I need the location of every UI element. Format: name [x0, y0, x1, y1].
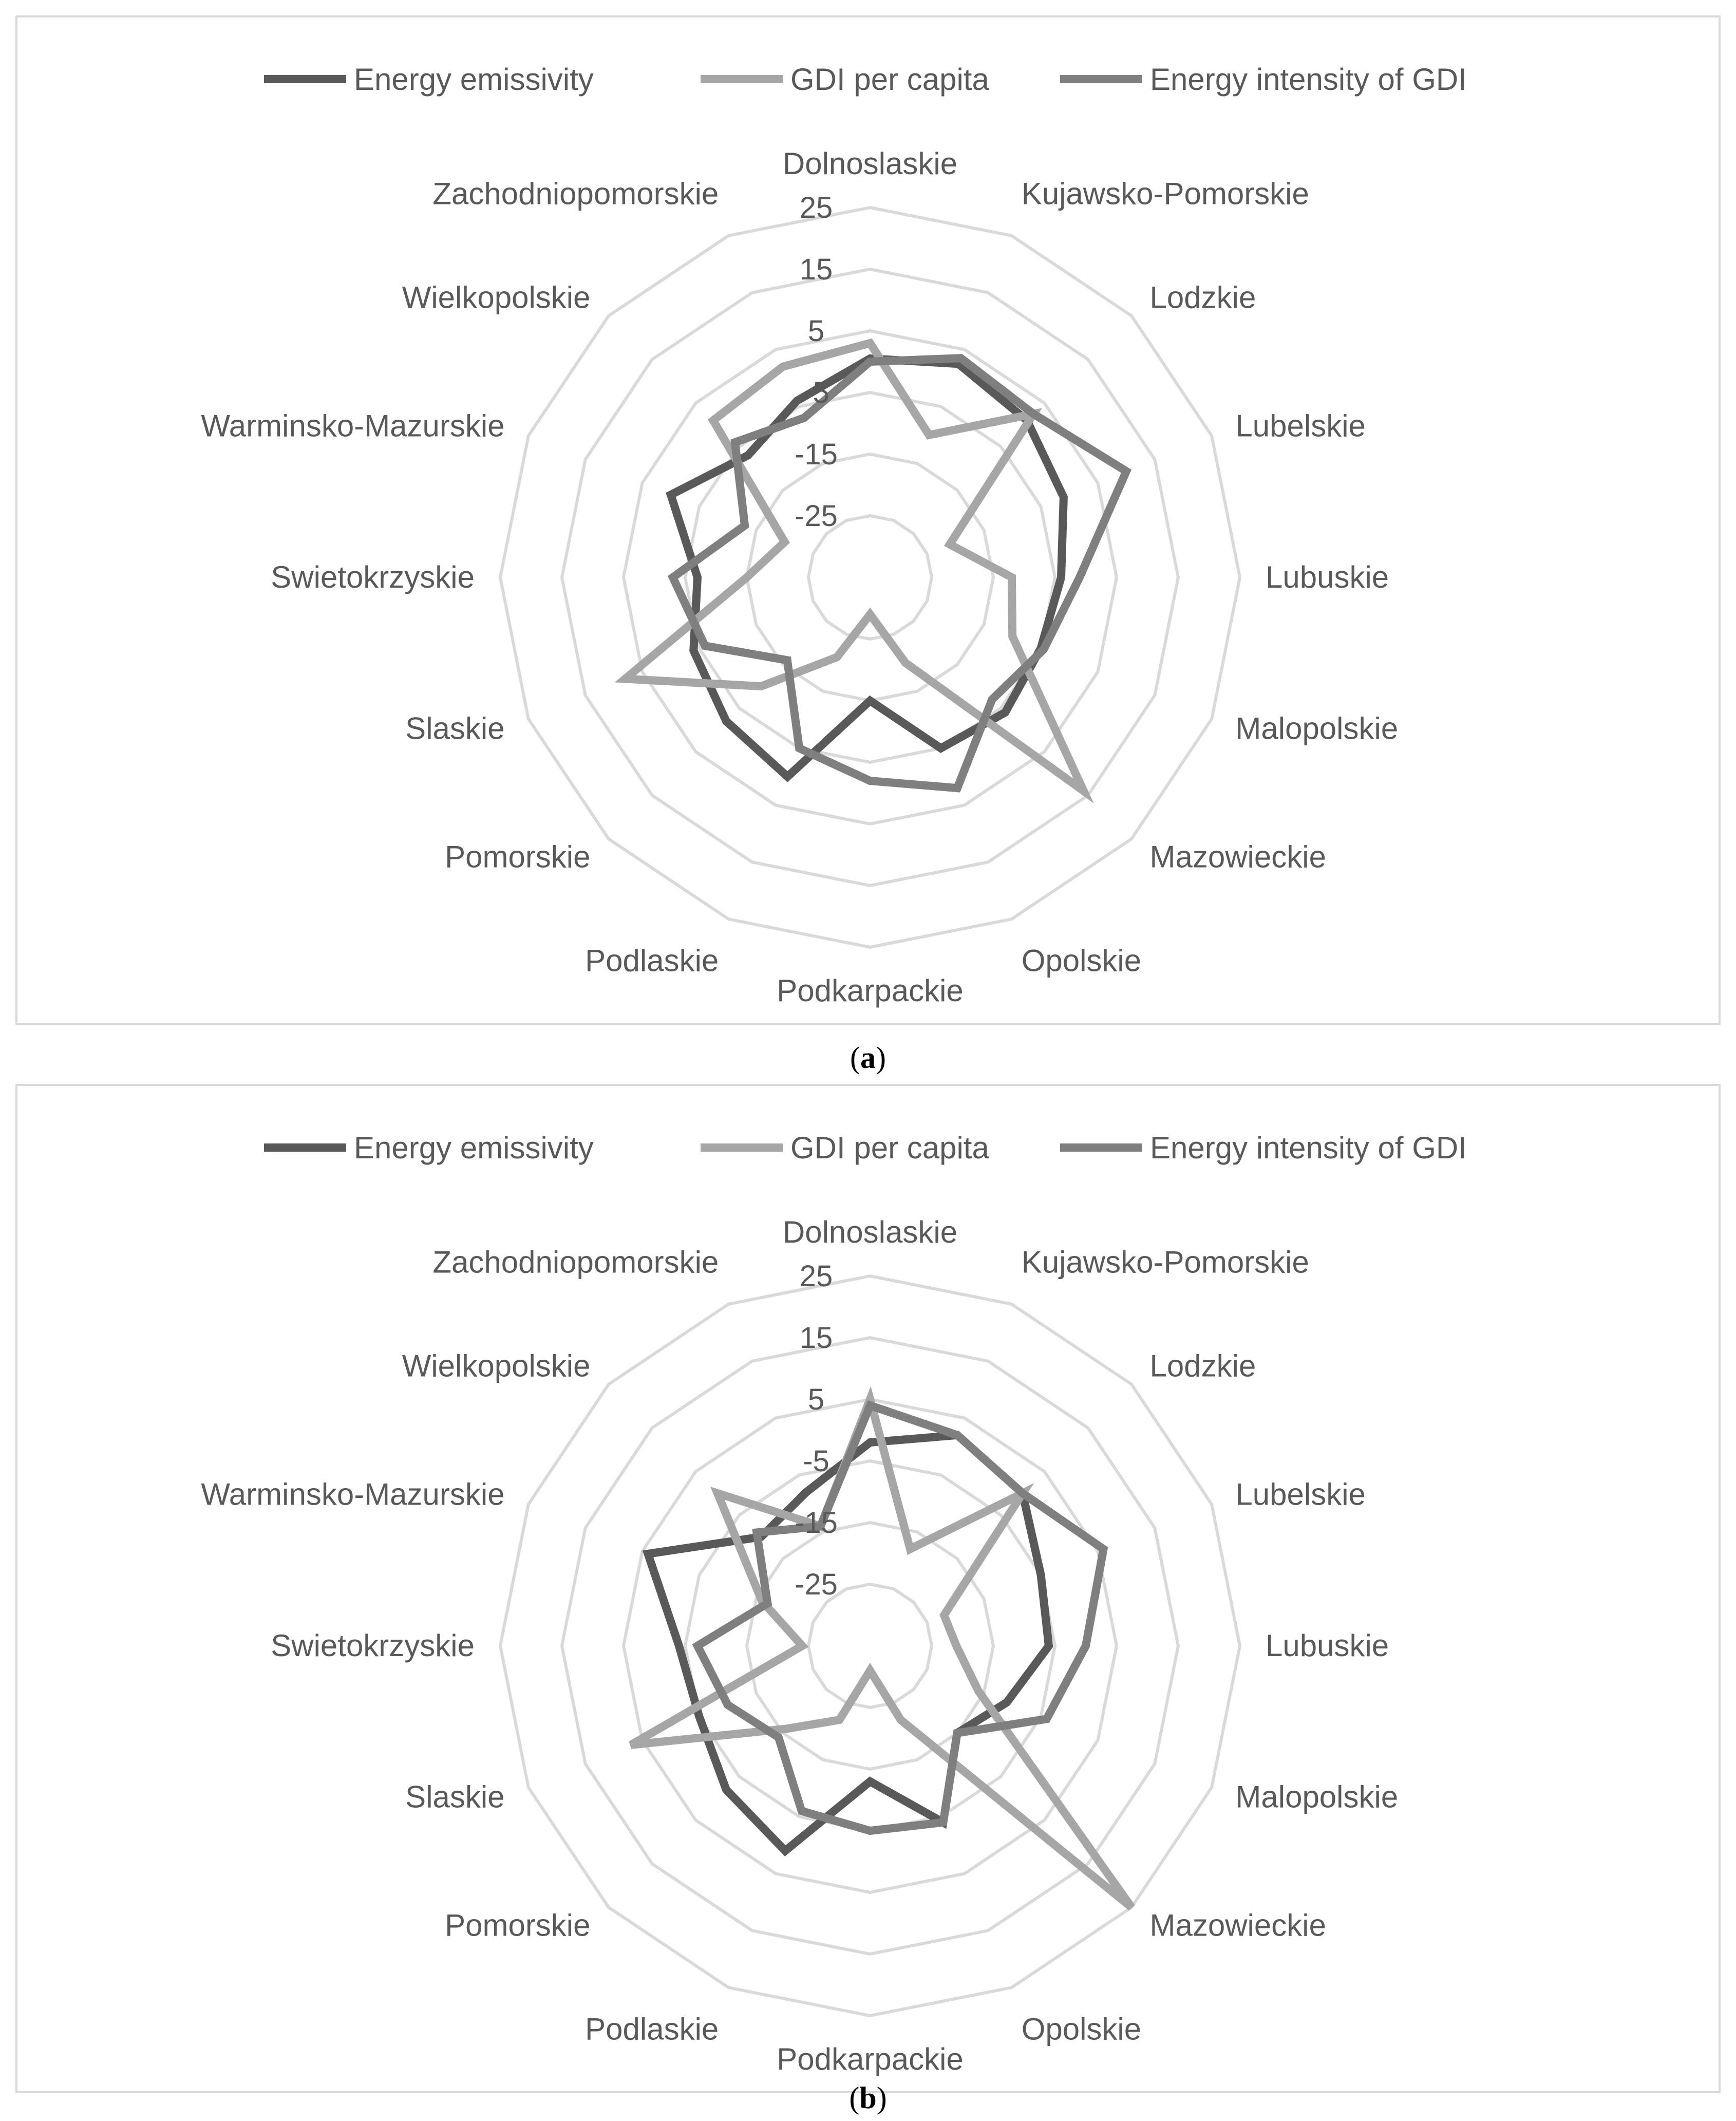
category-label-wielkopolskie: Wielkopolskie	[402, 1348, 591, 1383]
radar-chart-b	[17, 1086, 1723, 2095]
category-label-lubuskie: Lubuskie	[1266, 560, 1389, 594]
legend-label-gdi-per-capita: GDI per capita	[790, 62, 989, 97]
category-label-podlaskie: Podlaskie	[585, 2012, 719, 2047]
category-label-kujawsko-pomorskie: Kujawsko-Pomorskie	[1021, 1245, 1309, 1280]
category-label-lubuskie: Lubuskie	[1266, 1628, 1389, 1663]
category-label-opolskie: Opolskie	[1021, 943, 1142, 978]
panel-caption-a: (a)	[850, 1041, 886, 1075]
category-label-lubelskie: Lubelskie	[1235, 1477, 1366, 1512]
series-group	[625, 343, 1126, 791]
category-label-pomorskie: Pomorskie	[445, 839, 591, 874]
category-label-zachodniopomorskie: Zachodniopomorskie	[432, 1245, 719, 1280]
category-label-wielkopolskie: Wielkopolskie	[402, 280, 591, 315]
radar-grid	[500, 208, 1240, 947]
tick-label: 5	[807, 314, 825, 348]
category-label-malopolskie: Malopolskie	[1235, 1779, 1399, 1814]
category-label-kujawsko-pomorskie: Kujawsko-Pomorskie	[1021, 176, 1309, 211]
category-label-mazowieckie: Mazowieckie	[1149, 839, 1326, 874]
grid-ring	[808, 1584, 932, 1707]
chart-panel-b	[15, 1084, 1721, 2093]
tick-label: -25	[795, 499, 838, 533]
radar-chart-a	[17, 17, 1723, 1027]
category-label-dolnoslaskie: Dolnoslaskie	[782, 1215, 958, 1249]
category-label-lodzkie: Lodzkie	[1149, 280, 1256, 315]
legend-label-energy-intensity-of-gdi: Energy intensity of GDI	[1150, 62, 1467, 97]
category-label-malopolskie: Malopolskie	[1235, 711, 1399, 746]
series-group	[631, 1399, 1131, 1907]
tick-label: 25	[799, 191, 833, 224]
category-label-zachodniopomorskie: Zachodniopomorskie	[432, 176, 719, 211]
category-label-lodzkie: Lodzkie	[1149, 1348, 1256, 1383]
category-label-pomorskie: Pomorskie	[445, 1908, 591, 1943]
tick-label: 15	[799, 253, 833, 286]
tick-label: 25	[799, 1260, 833, 1293]
legend-label-energy-emissivity: Energy emissivity	[354, 1131, 594, 1165]
tick-label: -5	[803, 1444, 829, 1478]
category-label-podlaskie: Podlaskie	[585, 943, 719, 978]
legend-label-gdi-per-capita: GDI per capita	[790, 1131, 989, 1165]
tick-label: -25	[795, 1568, 838, 1601]
tick-labels	[795, 1260, 838, 1601]
category-label-dolnoslaskie: Dolnoslaskie	[782, 146, 958, 181]
category-label-opolskie: Opolskie	[1021, 2012, 1142, 2047]
category-label-lubelskie: Lubelskie	[1235, 408, 1366, 443]
category-label-warminsko-mazurskie: Warminsko-Mazurskie	[201, 1477, 505, 1512]
category-label-podkarpackie: Podkarpackie	[777, 973, 964, 1008]
grid-ring	[500, 208, 1240, 947]
tick-label: -5	[803, 376, 829, 409]
grid-ring	[685, 1461, 1055, 1831]
legend	[264, 1131, 1467, 1165]
category-label-swietokrzyskie: Swietokrzyskie	[271, 560, 475, 594]
tick-label: -15	[795, 1506, 838, 1540]
tick-label: 15	[799, 1321, 833, 1355]
category-label-podkarpackie: Podkarpackie	[777, 2042, 964, 2076]
category-label-slaskie: Slaskie	[405, 711, 505, 746]
panel-caption-b: (b)	[849, 2081, 887, 2115]
tick-label: 5	[807, 1383, 825, 1416]
panel-caption-letter-a: a	[860, 1041, 876, 1075]
category-label-swietokrzyskie: Swietokrzyskie	[271, 1628, 475, 1663]
legend	[264, 62, 1467, 97]
category-label-slaskie: Slaskie	[405, 1779, 505, 1814]
panel-caption-letter-b: b	[859, 2081, 877, 2115]
tick-label: -15	[795, 438, 838, 471]
category-label-mazowieckie: Mazowieckie	[1149, 1908, 1326, 1943]
category-label-warminsko-mazurskie: Warminsko-Mazurskie	[201, 408, 505, 443]
legend-label-energy-intensity-of-gdi: Energy intensity of GDI	[1150, 1131, 1467, 1165]
legend-label-energy-emissivity: Energy emissivity	[354, 62, 594, 97]
chart-panel-a	[15, 15, 1721, 1025]
